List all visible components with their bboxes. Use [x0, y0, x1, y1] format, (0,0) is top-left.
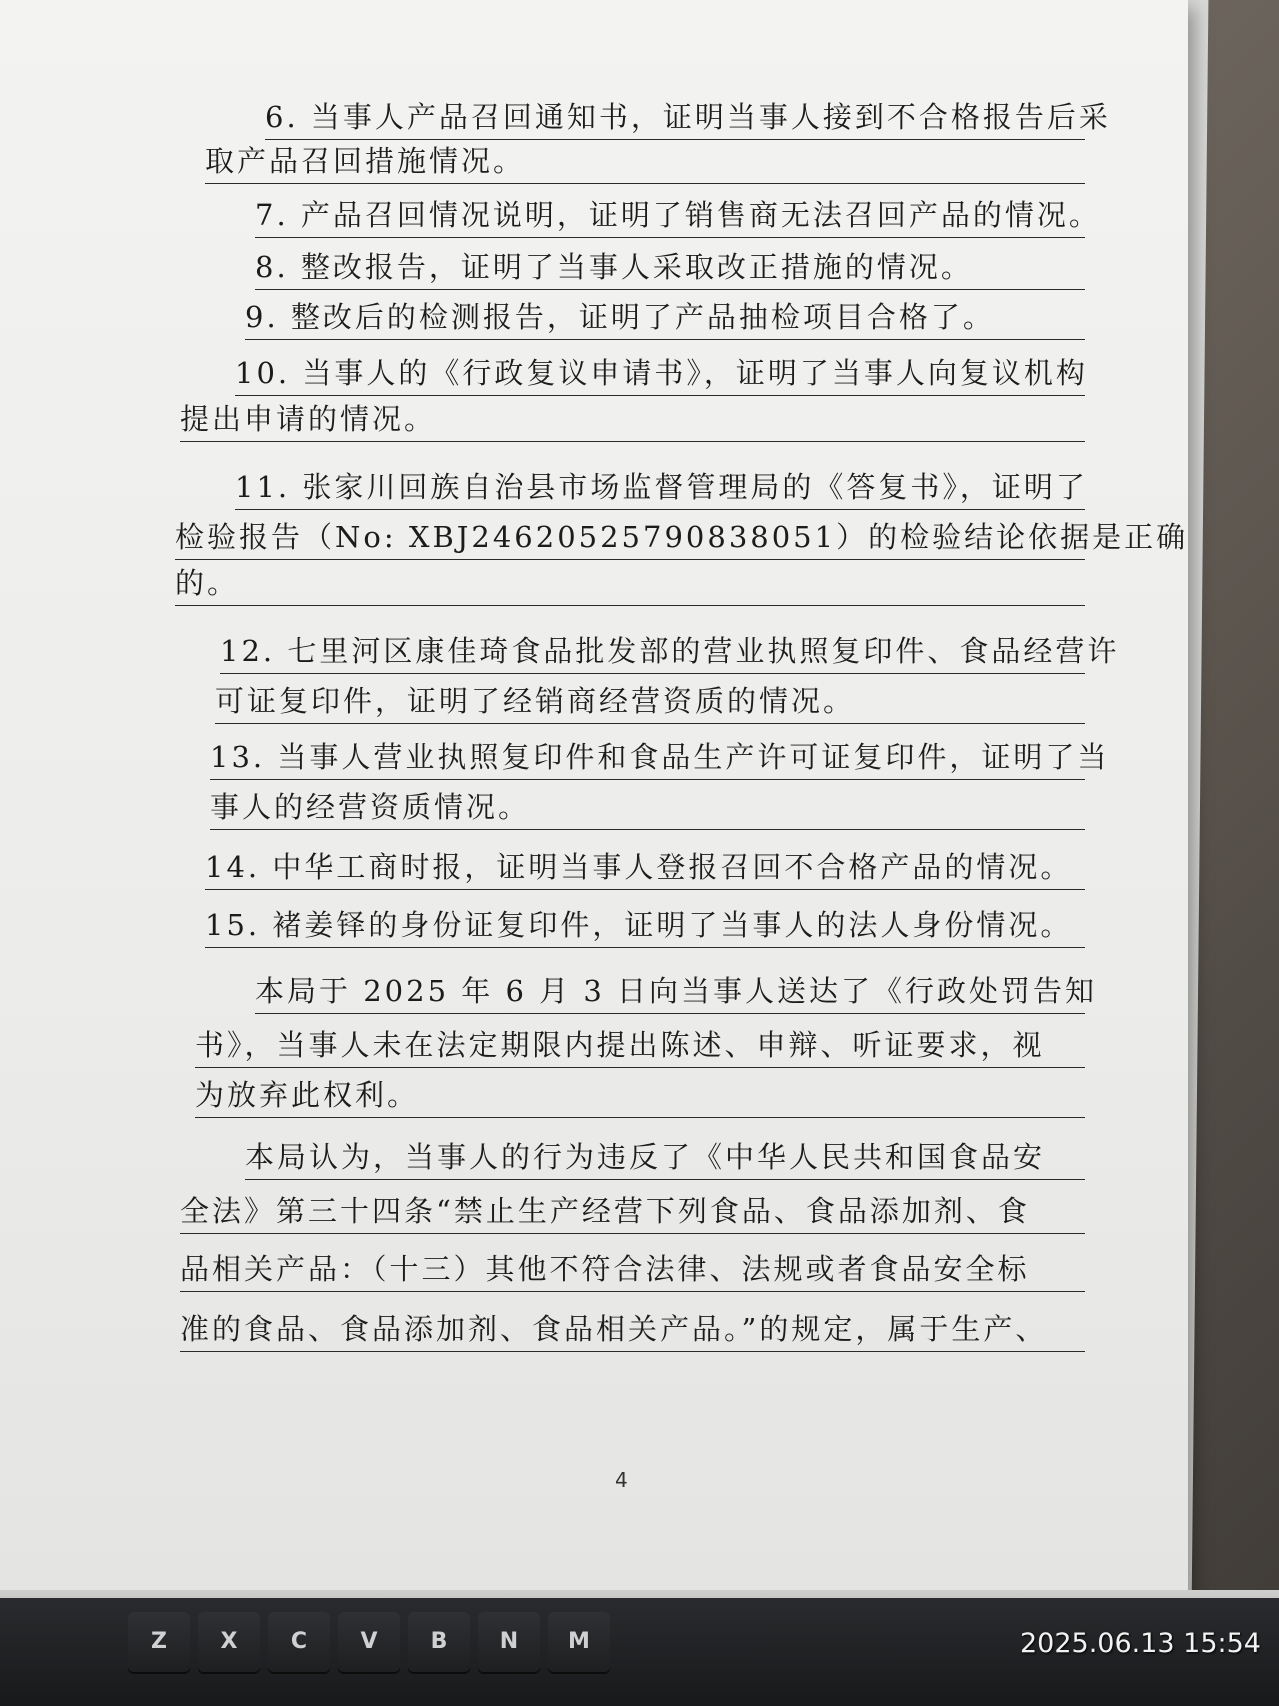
text-line: 提出申请的情况。: [180, 397, 1085, 442]
key-z: Z: [128, 1612, 190, 1672]
text-line: 的。: [175, 561, 1085, 606]
text-line: 取产品召回措施情况。: [205, 139, 1085, 184]
text-line: 准的食品、食品添加剂、食品相关产品。”的规定，属于生产、: [180, 1307, 1085, 1352]
text-line: 13. 当事人营业执照复印件和食品生产许可证复印件，证明了当: [210, 735, 1085, 780]
text-line: 本局认为，当事人的行为违反了《中华人民共和国食品安: [245, 1135, 1085, 1180]
text-line: 15. 褚姜铎的身份证复印件，证明了当事人的法人身份情况。: [205, 903, 1085, 948]
text-line: 8. 整改报告，证明了当事人采取改正措施的情况。: [255, 245, 1085, 290]
key-v: V: [338, 1612, 400, 1672]
key-c: C: [268, 1612, 330, 1672]
text-line: 为放弃此权利。: [195, 1073, 1085, 1118]
text-line: 10. 当事人的《行政复议申请书》，证明了当事人向复议机构: [235, 351, 1085, 396]
key-n: N: [478, 1612, 540, 1672]
text-line: 14. 中华工商时报，证明当事人登报召回不合格产品的情况。: [205, 845, 1085, 890]
key-b: B: [408, 1612, 470, 1672]
key-m: M: [548, 1612, 610, 1672]
text-line: 书》，当事人未在法定期限内提出陈述、申辩、听证要求，视: [195, 1023, 1085, 1068]
text-line: 6. 当事人产品召回通知书，证明当事人接到不合格报告后采: [265, 95, 1085, 140]
photo-timestamp: 2025.06.13 15:54: [1020, 1628, 1261, 1659]
text-line: 本局于 2025 年 6 月 3 日向当事人送达了《行政处罚告知: [255, 969, 1085, 1014]
text-line: 12. 七里河区康佳琦食品批发部的营业执照复印件、食品经营许: [220, 629, 1085, 674]
page-number: 4: [615, 1468, 628, 1492]
text-line: 全法》第三十四条“禁止生产经营下列食品、食品添加剂、食: [180, 1189, 1085, 1234]
text-line: 品相关产品：（十三）其他不符合法律、法规或者食品安全标: [180, 1247, 1085, 1292]
key-x: X: [198, 1612, 260, 1672]
text-line: 7. 产品召回情况说明，证明了销售商无法召回产品的情况。: [255, 193, 1085, 238]
text-line: 可证复印件，证明了经销商经营资质的情况。: [215, 679, 1085, 724]
text-line: 检验报告（No: XBJ24620525790838051）的检验结论依据是正确: [175, 515, 1085, 560]
text-line: 11. 张家川回族自治县市场监督管理局的《答复书》，证明了: [235, 465, 1085, 510]
text-line: 事人的经营资质情况。: [210, 785, 1085, 830]
text-line: 9. 整改后的检测报告，证明了产品抽检项目合格了。: [245, 295, 1085, 340]
